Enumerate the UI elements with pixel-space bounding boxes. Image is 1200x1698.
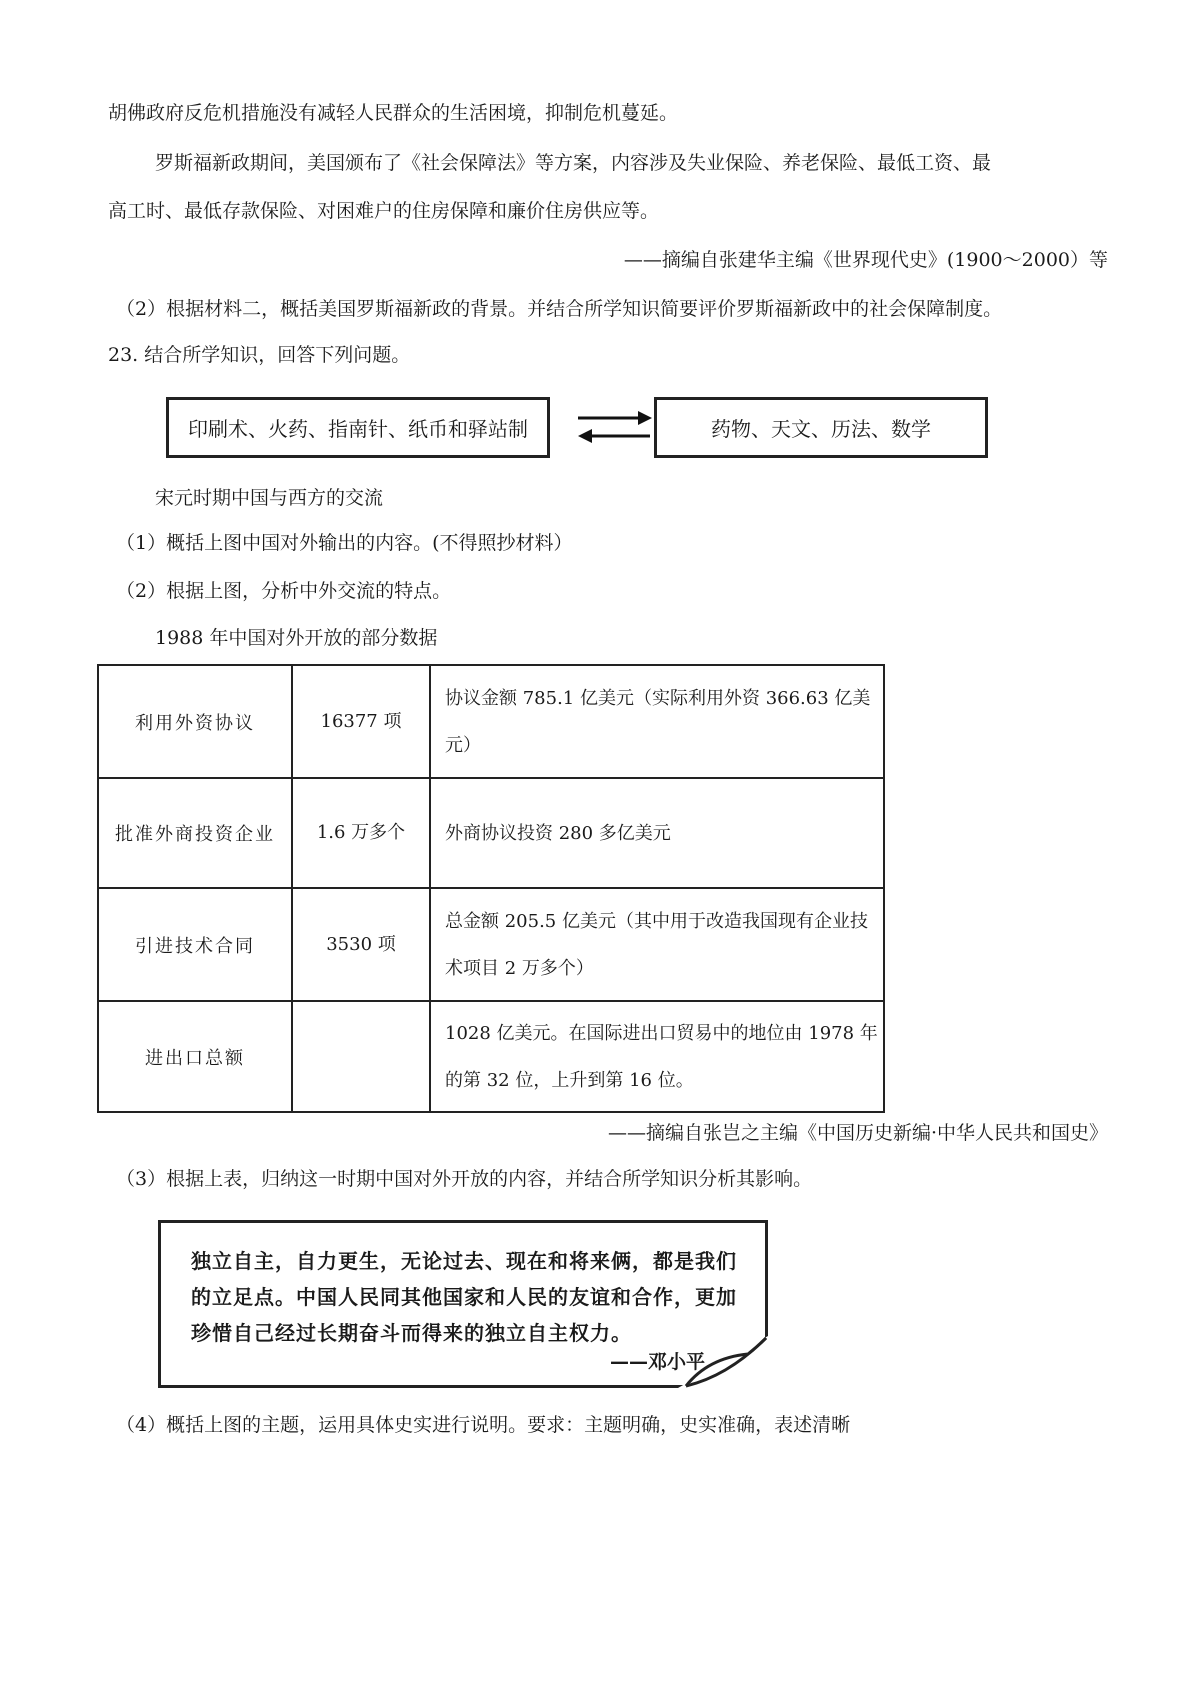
table-source-citation: ——摘编自张岂之主编《中国历史新编·中华人民共和国史》	[607, 1122, 1108, 1144]
question-1: （1）概括上图中国对外输出的内容。(不得照抄材料）	[116, 532, 573, 554]
table-cell-detail: 外商协议投资 280 多亿美元	[430, 778, 884, 888]
table-cell-count: 3530 项	[292, 888, 430, 1001]
table-cell-count: 16377 项	[292, 665, 430, 778]
table-cell-count: 1.6 万多个	[292, 778, 430, 888]
table-title: 1988 年中国对外开放的部分数据	[155, 627, 438, 649]
body-text-line: 高工时、最低存款保险、对困难户的住房保障和廉价住房供应等。	[108, 200, 660, 222]
quote-card	[158, 1220, 768, 1388]
flow-box-china-output: 印刷术、火药、指南针、纸币和驿站制	[166, 397, 550, 458]
table-row	[98, 778, 884, 888]
page-curl-icon	[678, 1336, 768, 1388]
table-cell-item: 利用外资协议	[98, 665, 292, 778]
question-3: （3）根据上表，归纳这一时期中国对外开放的内容，并结合所学知识分析其影响。	[116, 1168, 813, 1190]
body-text-line: 罗斯福新政期间，美国颁布了《社会保障法》等方案，内容涉及失业保险、养老保险、最低工资、最	[155, 152, 992, 174]
question-4: （4）概括上图的主题，运用具体史实进行说明。要求：主题明确，史实准确，表述清晰	[116, 1414, 851, 1436]
table-row	[98, 888, 884, 1001]
left-arrow-icon	[578, 429, 650, 443]
open-door-data-table	[97, 664, 885, 1113]
table-cell-detail: 1028 亿美元。在国际进出口贸易中的地位由 1978 年的第 32 位，上升到第 16 位。	[430, 1001, 884, 1112]
table-row	[98, 665, 884, 778]
exchange-arrows	[576, 406, 656, 446]
question-23-heading: 23. 结合所学知识，回答下列问题。	[108, 344, 411, 366]
quote-text: 独立自主，自力更生，无论过去、现在和将来俩，都是我们的立足点。中国人民同其他国家和人民的友谊和合作，更加珍惜自己经过长期奋斗而得来的独立自主权力。	[191, 1249, 737, 1345]
right-arrow-icon	[578, 411, 652, 425]
flow-caption: 宋元时期中国与西方的交流	[155, 487, 384, 509]
table-cell-item: 批准外商投资企业	[98, 778, 292, 888]
table-cell-detail: 总金额 205.5 亿美元（其中用于改造我国现有企业技术项目 2 万多个）	[430, 888, 884, 1001]
body-text-line: 胡佛政府反危机措施没有减轻人民群众的生活困境，抑制危机蔓延。	[108, 102, 679, 124]
flow-box-west-output: 药物、天文、历法、数学	[654, 397, 988, 458]
table-cell-item: 进出口总额	[98, 1001, 292, 1112]
table-row	[98, 1001, 884, 1112]
source-citation: ——摘编自张建华主编《世界现代史》(1900～2000）等	[623, 249, 1108, 271]
question-22-2: （2）根据材料二，概括美国罗斯福新政的背景。并结合所学知识简要评价罗斯福新政中的社会保障制度。	[116, 298, 1003, 320]
question-2: （2）根据上图，分析中外交流的特点。	[116, 580, 452, 602]
quote-author: ——邓小平	[609, 1351, 705, 1373]
table-cell-detail: 协议金额 785.1 亿美元（实际利用外资 366.63 亿美元）	[430, 665, 884, 778]
table-cell-item: 引进技术合同	[98, 888, 292, 1001]
table-cell-count	[292, 1001, 430, 1112]
